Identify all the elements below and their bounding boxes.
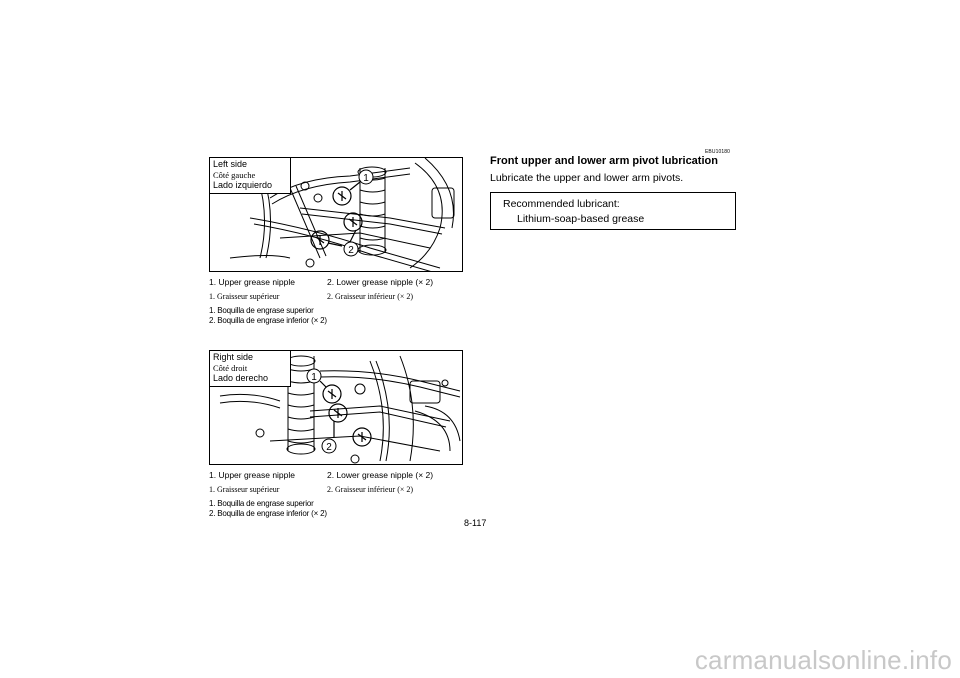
caption-bottom (209, 469, 469, 519)
label-english: Left side (213, 159, 248, 169)
figure-side-label (210, 351, 291, 387)
figure-left-side (209, 157, 463, 272)
watermark-text: carmanualsonline.info (694, 645, 952, 675)
caption-french-row (209, 291, 469, 303)
caption-spanish-2: 2. Boquilla de engrase inferior (× 2) (209, 509, 327, 518)
caption-english-row (209, 276, 469, 288)
label-spanish: Lado izquierdo (213, 180, 273, 190)
caption-item-2: 2. Graisseur inférieur (× 2) (327, 292, 414, 301)
caption-item-2: 2. Graisseur inférieur (× 2) (327, 485, 414, 494)
callout-2-text: 2 (326, 442, 332, 453)
caption-item-1: 1. Graisseur supérieur (209, 292, 280, 301)
instruction-text: Lubricate the upper and lower arm pivots. (490, 172, 684, 184)
caption-spanish-2: 2. Boquilla de engrase inferior (× 2) (209, 316, 327, 325)
callout-2-text: 2 (348, 245, 354, 256)
caption-item-1: 1. Graisseur supérieur (209, 485, 280, 494)
caption-english-row (209, 469, 469, 481)
caption-item-1: 1. Upper grease nipple (209, 277, 296, 287)
lubricant-label: Recommended lubricant: (503, 198, 620, 210)
label-english: Right side (213, 352, 254, 362)
figure-right-side (209, 350, 463, 465)
caption-spanish-1: 1. Boquilla de engrase superior (209, 306, 314, 315)
label-spanish: Lado derecho (213, 373, 269, 383)
caption-spanish-1: 1. Boquilla de engrase superior (209, 499, 314, 508)
caption-item-2: 2. Lower grease nipple (× 2) (327, 470, 434, 480)
callout-1-text: 1 (311, 372, 317, 383)
lubricant-value: Lithium-soap-based grease (517, 213, 645, 225)
caption-item-2: 2. Lower grease nipple (× 2) (327, 277, 434, 287)
caption-french-row (209, 484, 469, 496)
section-heading: Front upper and lower arm pivot lubrication (490, 155, 718, 167)
label-french: Côté gauche (213, 170, 256, 180)
section-code: EBU10180 (705, 149, 730, 155)
callout-1-text: 1 (363, 173, 369, 184)
figure-side-label (210, 158, 291, 194)
lubricant-box (490, 192, 736, 230)
page-number: 8-117 (464, 518, 487, 528)
label-french: Côté droit (213, 363, 248, 373)
caption-item-1: 1. Upper grease nipple (209, 470, 296, 480)
caption-top (209, 276, 469, 326)
